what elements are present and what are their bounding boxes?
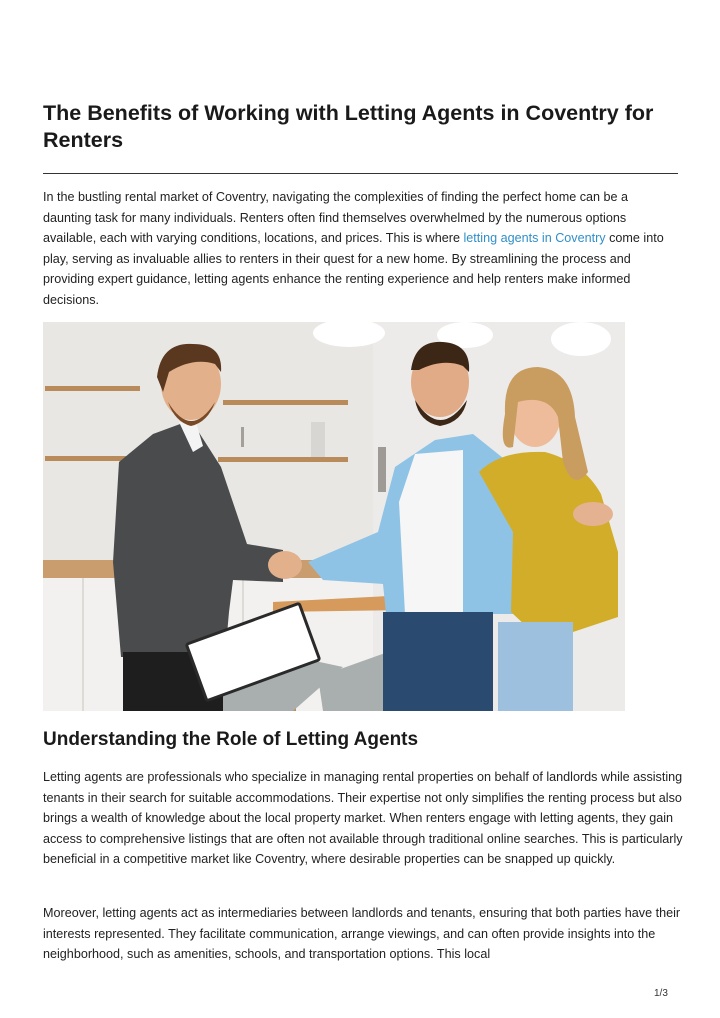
title-divider (43, 173, 678, 174)
body-paragraph-2: Letting agents are professionals who specialize in managing rental properties on behalf of landlords while assisting tenants in their search for suitable accommodations. Their expertise not only simplifies the renting process but also brings a wealth of knowledge about the local property market. When renters engage with letting agents, they gain access to comprehensive listings that are often not available through traditional online searches. This is particularly beneficial in a competitive market like Coventry, where desirable properties can be snapped up quickly. (43, 770, 683, 867)
intro-paragraph (43, 187, 678, 311)
body-paragraph-3: Moreover, letting agents act as intermediaries between landlords and tenants, ensuring that both parties have their interests represented. They facilitate communication, arrange viewings, and can often provide insights into the neighborhood, such as amenities, schools, and transportation options. This local (43, 906, 681, 962)
intro-text-after-link: come into play, serving as invaluable allies to renters in their quest for a new home. By streamlining the process and providing expert guidance, letting agents enhance the renting experience and help renters make informed decisions. (43, 231, 664, 307)
section-heading: Understanding the Role of Letting Agents (43, 729, 419, 750)
letting-agents-link[interactable]: letting agents in Coventry (463, 231, 606, 246)
page-title: The Benefits of Working with Letting Agents in Coventry for Renters (43, 101, 654, 152)
page-number: 1/3 (654, 988, 668, 999)
intro-text-before-link: In the bustling rental market of Coventry, navigating the complexities of finding the perfect home can be a daunting task for many individuals. Renters often find themselves overwhelmed by the numerous options available, each with varying conditions, locations, and prices. This is where (43, 190, 629, 246)
agents-handshake-photo (43, 322, 625, 711)
